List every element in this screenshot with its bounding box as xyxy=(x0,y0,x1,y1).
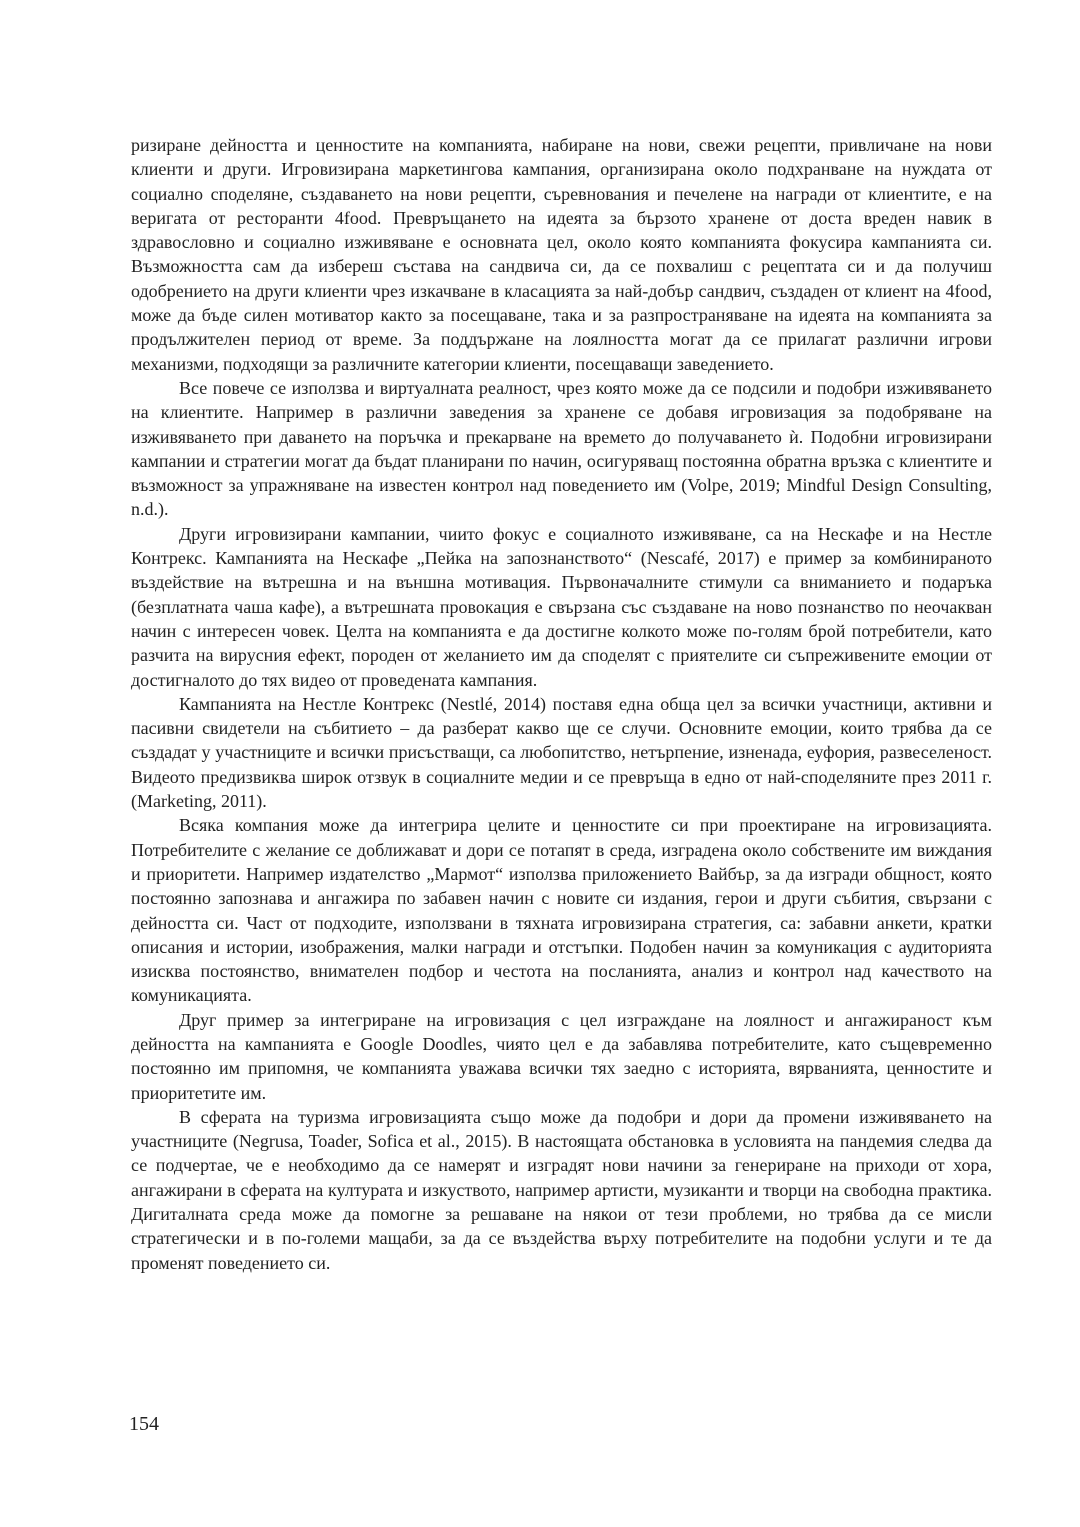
paragraph-4: Кампанията на Нестле Контрекс (Nestlé, 2014) поставя една обща цел за всички участници, активни и пасивни свидетели на събитието – да разберат какво ще се случи. Основните емоции, които трябва да се създадат у участниците и всички присъстващи, са любопитство, нетърпение, изненада, еуфория, развеселеност. Видеото предизвиква широк отзвук в социалните медии и се превръща в едно от най-споделяните през 2011 г. (Marketing, 2011). xyxy=(131,693,992,812)
paragraph-7: В сферата на туризма игровизацията също може да подобри и дори да промени изживяването на участниците (Negrusa, Toader, Sofica et al., 2015). В настоящата обстановка в условията на пандемия следва да се подчертае, че е необходимо да се намерят и изградят нови начини за генериране на приходи от хора, ангажирани в сферата на културата и изкуството, например артисти, музиканти и творци на свободна практика. Дигиталната среда може да помогне за решаване на някои от тези проблеми, но трябва да се мисли стратегически и в по-големи мащаби, за да се въздейства върху потребителите на подобни услуги и те да променят поведението си. xyxy=(131,1106,992,1273)
paragraph-6: Друг пример за интегриране на игровизация с цел изграждане на лоялност и ангажираност към дейността на кампанията е Google Doodles, чиято цел е да забавлява потребителите, като същевременно постоянно им припомня, че компанията уважава всички тях заедно с историята, вярванията, ценностите и приоритетите им. xyxy=(131,1009,992,1103)
page-number: 154 xyxy=(129,1413,159,1435)
body-text xyxy=(131,133,992,1275)
paragraph-1: ризиране дейността и ценностите на компанията, набиране на нови, свежи рецепти, привличане на нови клиенти и други. Игровизирана маркетингова кампания, организирана около подхранване на нуждата от социално споделяне, създаването на нови рецепти, съревнования и печелене на награди от клиентите, е на веригата от ресторанти 4food. Превръщането на идеята за бързото хранене от доста вреден навик в здравословно и социално изживяване е основната цел, около която компанията фокусира кампанията си. Възможността сам да избереш състава на сандвича си, да се похвалиш с рецептата си и да получиш одобрението на други клиенти чрез изкачване в класацията за най-добър сандвич, създаден от клиент на 4food, може да бъде силен мотиватор както за посещаване, така и за разпространяване на идеята на компанията за продължителен период от време. За поддържане на лоялността могат да се прилагат различни игрови механизми, подходящи за различните категории клиенти, посещаващи заведението. xyxy=(131,135,992,374)
paragraph-5: Всяка компания може да интегрира целите и ценностите си при проектиране на игровизацията. Потребителите с желание се доближават и дори се потапят в среда, изградена около собствените им виждания и приоритети. Например издателство „Мармот“ използва приложението Вайбър, за да изгради общност, която постоянно запознава и ангажира по забавен начин с новите си издания, герои и други събития, свързани с дейността си. Част от подходите, използвани в тяхната игровизирана стратегия, са: забавни анкети, кратки описания и истории, изображения, малки награди и отстъпки. Подобен начин за комуникация с аудиторията изисква постоянство, внимателен подбор и честота на посланията, анализ и контрол над качеството на комуникацията. xyxy=(131,815,992,1006)
paragraph-2: Все повече се използва и виртуалната реалност, чрез която може да се подсили и подобри изживяването на клиентите. Например в различни заведения за хранене се добавя игровизация за подобряване на изживяването при даването на поръчка и прекарване на времето до получаването ѝ. Подобни игровизирани кампании и стратегии могат да бъдат планирани по начин, осигуряващ постоянна обратна връзка с клиентите и възможност за упражняване на известен контрол над поведението им (Volpe, 2019; Mindful Design Consulting, n.d.). xyxy=(131,377,992,520)
paragraph-3: Други игровизирани кампании, чиито фокус е социалното изживяване, са на Нескафе и на Нестле Контрекс. Кампанията на Нескафе „Пейка на запознанството“ (Nescafé, 2017) е пример за комбинираното въздействие на вътрешна и на външна мотивация. Първоначалните стимули са вниманието и подаръка (безплатната чаша кафе), а вътрешната провокация е свързана със създаване на ново познанство по неочакван начин с интересен човек. Целта на компанията е да достигне колкото може по-голям брой потребители, като разчита на вирусния ефект, породен от желанието им да споделят с приятелите си съпреживените емоции от достигналото до тях видео от проведената кампания. xyxy=(131,523,992,690)
